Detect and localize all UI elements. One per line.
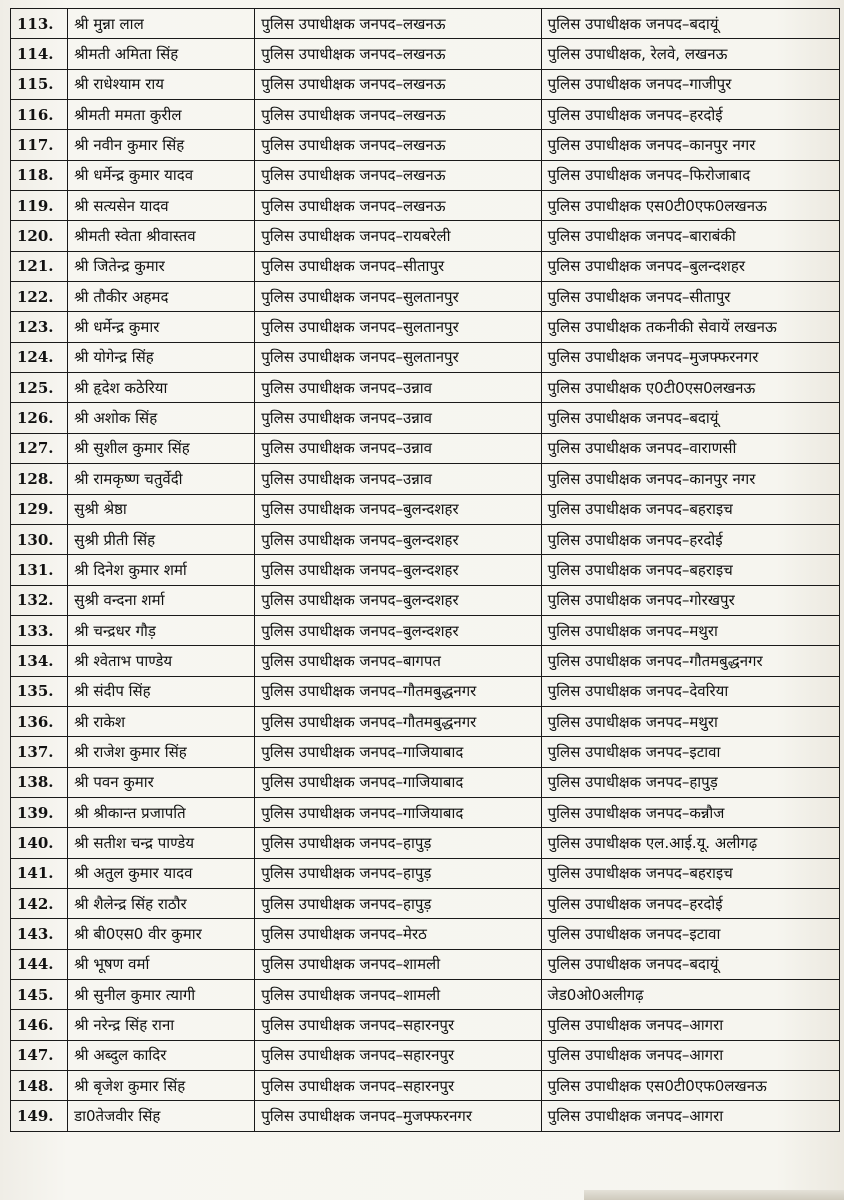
table-row xyxy=(11,160,840,190)
serial-number-cell: 136. xyxy=(11,706,68,736)
new-posting-cell: पुलिस उपाधीक्षक जनपद–मथुरा xyxy=(541,706,839,736)
table-row xyxy=(11,555,840,585)
current-posting-cell: पुलिस उपाधीक्षक जनपद–सीतापुर xyxy=(255,251,541,281)
new-posting-cell: पुलिस उपाधीक्षक जनपद–बदायूं xyxy=(541,403,839,433)
new-posting-cell: पुलिस उपाधीक्षक जनपद–कानपुर नगर xyxy=(541,464,839,494)
officer-name-cell: सुश्री श्रेष्ठा xyxy=(68,494,255,524)
serial-number-cell: 148. xyxy=(11,1071,68,1101)
current-posting-cell: पुलिस उपाधीक्षक जनपद–शामली xyxy=(255,980,541,1010)
officer-name-cell: श्री धर्मेन्द्र कुमार यादव xyxy=(68,160,255,190)
serial-number-cell: 120. xyxy=(11,221,68,251)
new-posting-cell: पुलिस उपाधीक्षक जनपद–फिरोजाबाद xyxy=(541,160,839,190)
current-posting-cell: पुलिस उपाधीक्षक जनपद–सहारनपुर xyxy=(255,1040,541,1070)
table-row xyxy=(11,676,840,706)
table-row xyxy=(11,312,840,342)
serial-number-cell: 137. xyxy=(11,737,68,767)
current-posting-cell: पुलिस उपाधीक्षक जनपद–लखनऊ xyxy=(255,191,541,221)
table-row xyxy=(11,69,840,99)
serial-number-cell: 119. xyxy=(11,191,68,221)
table-row xyxy=(11,919,840,949)
new-posting-cell: पुलिस उपाधीक्षक जनपद–आगरा xyxy=(541,1040,839,1070)
officer-name-cell: श्री योगेन्द्र सिंह xyxy=(68,342,255,372)
serial-number-cell: 140. xyxy=(11,828,68,858)
serial-number-cell: 130. xyxy=(11,524,68,554)
current-posting-cell: पुलिस उपाधीक्षक जनपद–बुलन्दशहर xyxy=(255,524,541,554)
table-row xyxy=(11,130,840,160)
new-posting-cell: पुलिस उपाधीक्षक ए0टी0एस0लखनऊ xyxy=(541,373,839,403)
table-row xyxy=(11,39,840,69)
new-posting-cell: पुलिस उपाधीक्षक जनपद–कन्नौज xyxy=(541,797,839,827)
new-posting-cell: पुलिस उपाधीक्षक जनपद–बहराइच xyxy=(541,494,839,524)
officer-name-cell: श्री श्वेताभ पाण्डेय xyxy=(68,646,255,676)
table-row xyxy=(11,1071,840,1101)
officer-name-cell: श्री सुनील कुमार त्यागी xyxy=(68,980,255,1010)
current-posting-cell: पुलिस उपाधीक्षक जनपद–गाजियाबाद xyxy=(255,797,541,827)
officer-name-cell: डा0तेजवीर सिंह xyxy=(68,1101,255,1131)
officer-name-cell: श्री बृजेश कुमार सिंह xyxy=(68,1071,255,1101)
new-posting-cell: पुलिस उपाधीक्षक जनपद–बहराइच xyxy=(541,555,839,585)
current-posting-cell: पुलिस उपाधीक्षक जनपद–मुजफ्फरनगर xyxy=(255,1101,541,1131)
new-posting-cell: पुलिस उपाधीक्षक जनपद–आगरा xyxy=(541,1010,839,1040)
serial-number-cell: 138. xyxy=(11,767,68,797)
new-posting-cell: पुलिस उपाधीक्षक एस0टी0एफ0लखनऊ xyxy=(541,191,839,221)
officer-name-cell: श्रीमती स्वेता श्रीवास्तव xyxy=(68,221,255,251)
current-posting-cell: पुलिस उपाधीक्षक जनपद–लखनऊ xyxy=(255,69,541,99)
officer-name-cell: श्री सत्यसेन यादव xyxy=(68,191,255,221)
serial-number-cell: 141. xyxy=(11,858,68,888)
new-posting-cell: पुलिस उपाधीक्षक जनपद–देवरिया xyxy=(541,676,839,706)
officer-name-cell: श्री सुशील कुमार सिंह xyxy=(68,433,255,463)
officer-name-cell: श्री सतीश चन्द्र पाण्डेय xyxy=(68,828,255,858)
current-posting-cell: पुलिस उपाधीक्षक जनपद–बुलन्दशहर xyxy=(255,494,541,524)
table-row xyxy=(11,737,840,767)
new-posting-cell: पुलिस उपाधीक्षक जनपद–मुजफ्फरनगर xyxy=(541,342,839,372)
table-row xyxy=(11,1040,840,1070)
officer-name-cell: सुश्री प्रीती सिंह xyxy=(68,524,255,554)
serial-number-cell: 128. xyxy=(11,464,68,494)
officer-name-cell: श्री शैलेन्द्र सिंह राठौर xyxy=(68,888,255,918)
table-row xyxy=(11,282,840,312)
new-posting-cell: पुलिस उपाधीक्षक जनपद–इटावा xyxy=(541,919,839,949)
serial-number-cell: 145. xyxy=(11,980,68,1010)
serial-number-cell: 126. xyxy=(11,403,68,433)
officer-name-cell: श्री अशोक सिंह xyxy=(68,403,255,433)
new-posting-cell: पुलिस उपाधीक्षक जनपद–इटावा xyxy=(541,737,839,767)
officer-name-cell: श्री राधेश्याम राय xyxy=(68,69,255,99)
new-posting-cell: पुलिस उपाधीक्षक जनपद–बाराबंकी xyxy=(541,221,839,251)
current-posting-cell: पुलिस उपाधीक्षक जनपद–उन्नाव xyxy=(255,403,541,433)
table-row xyxy=(11,373,840,403)
officer-name-cell: श्रीमती ममता कुरील xyxy=(68,100,255,130)
table-row xyxy=(11,494,840,524)
officer-name-cell: श्री धर्मेन्द्र कुमार xyxy=(68,312,255,342)
table-row xyxy=(11,980,840,1010)
current-posting-cell: पुलिस उपाधीक्षक जनपद–सुलतानपुर xyxy=(255,342,541,372)
new-posting-cell: जेड0ओ0अलीगढ़ xyxy=(541,980,839,1010)
officer-name-cell: श्री दिनेश कुमार शर्मा xyxy=(68,555,255,585)
table-row xyxy=(11,949,840,979)
serial-number-cell: 115. xyxy=(11,69,68,99)
officer-name-cell: श्री जितेन्द्र कुमार xyxy=(68,251,255,281)
table-row xyxy=(11,888,840,918)
table-row xyxy=(11,828,840,858)
current-posting-cell: पुलिस उपाधीक्षक जनपद–गाजियाबाद xyxy=(255,737,541,767)
current-posting-cell: पुलिस उपाधीक्षक जनपद–लखनऊ xyxy=(255,130,541,160)
officer-name-cell: श्री राकेश xyxy=(68,706,255,736)
new-posting-cell: पुलिस उपाधीक्षक जनपद–कानपुर नगर xyxy=(541,130,839,160)
new-posting-cell: पुलिस उपाधीक्षक जनपद–हरदोई xyxy=(541,100,839,130)
current-posting-cell: पुलिस उपाधीक्षक जनपद–मेरठ xyxy=(255,919,541,949)
current-posting-cell: पुलिस उपाधीक्षक जनपद–गाजियाबाद xyxy=(255,767,541,797)
table-row xyxy=(11,100,840,130)
new-posting-cell: पुलिस उपाधीक्षक जनपद–बहराइच xyxy=(541,858,839,888)
new-posting-cell: पुलिस उपाधीक्षक जनपद–आगरा xyxy=(541,1101,839,1131)
officer-name-cell: श्री राजेश कुमार सिंह xyxy=(68,737,255,767)
serial-number-cell: 131. xyxy=(11,555,68,585)
new-posting-cell: पुलिस उपाधीक्षक एस0टी0एफ0लखनऊ xyxy=(541,1071,839,1101)
officer-name-cell: श्री श्रीकान्त प्रजापति xyxy=(68,797,255,827)
table-row xyxy=(11,342,840,372)
serial-number-cell: 116. xyxy=(11,100,68,130)
new-posting-cell: पुलिस उपाधीक्षक जनपद–मथुरा xyxy=(541,615,839,645)
serial-number-cell: 127. xyxy=(11,433,68,463)
new-posting-cell: पुलिस उपाधीक्षक जनपद–वाराणसी xyxy=(541,433,839,463)
serial-number-cell: 146. xyxy=(11,1010,68,1040)
current-posting-cell: पुलिस उपाधीक्षक जनपद–उन्नाव xyxy=(255,373,541,403)
table-row xyxy=(11,797,840,827)
officer-name-cell: श्री अतुल कुमार यादव xyxy=(68,858,255,888)
serial-number-cell: 133. xyxy=(11,615,68,645)
current-posting-cell: पुलिस उपाधीक्षक जनपद–रायबरेली xyxy=(255,221,541,251)
officer-name-cell: श्री पवन कुमार xyxy=(68,767,255,797)
transfer-table xyxy=(10,8,840,1132)
serial-number-cell: 143. xyxy=(11,919,68,949)
current-posting-cell: पुलिस उपाधीक्षक जनपद–गौतमबुद्धनगर xyxy=(255,706,541,736)
serial-number-cell: 123. xyxy=(11,312,68,342)
table-row xyxy=(11,706,840,736)
serial-number-cell: 129. xyxy=(11,494,68,524)
current-posting-cell: पुलिस उपाधीक्षक जनपद–लखनऊ xyxy=(255,160,541,190)
officer-name-cell: श्री रामकृष्ण चतुर्वेदी xyxy=(68,464,255,494)
current-posting-cell: पुलिस उपाधीक्षक जनपद–लखनऊ xyxy=(255,39,541,69)
officer-name-cell: श्री हृदेश कठेरिया xyxy=(68,373,255,403)
current-posting-cell: पुलिस उपाधीक्षक जनपद–लखनऊ xyxy=(255,9,541,39)
table-row xyxy=(11,403,840,433)
current-posting-cell: पुलिस उपाधीक्षक जनपद–बागपत xyxy=(255,646,541,676)
officer-name-cell: श्री मुन्ना लाल xyxy=(68,9,255,39)
current-posting-cell: पुलिस उपाधीक्षक जनपद–सहारनपुर xyxy=(255,1071,541,1101)
current-posting-cell: पुलिस उपाधीक्षक जनपद–बुलन्दशहर xyxy=(255,555,541,585)
current-posting-cell: पुलिस उपाधीक्षक जनपद–उन्नाव xyxy=(255,464,541,494)
new-posting-cell: पुलिस उपाधीक्षक जनपद–हरदोई xyxy=(541,888,839,918)
table-row xyxy=(11,585,840,615)
table-row xyxy=(11,524,840,554)
current-posting-cell: पुलिस उपाधीक्षक जनपद–लखनऊ xyxy=(255,100,541,130)
serial-number-cell: 118. xyxy=(11,160,68,190)
new-posting-cell: पुलिस उपाधीक्षक जनपद–बदायूं xyxy=(541,949,839,979)
serial-number-cell: 121. xyxy=(11,251,68,281)
table-row xyxy=(11,646,840,676)
officer-name-cell: श्री तौकीर अहमद xyxy=(68,282,255,312)
current-posting-cell: पुलिस उपाधीक्षक जनपद–हापुड़ xyxy=(255,858,541,888)
table-row xyxy=(11,1010,840,1040)
new-posting-cell: पुलिस उपाधीक्षक, रेलवे, लखनऊ xyxy=(541,39,839,69)
table-row xyxy=(11,767,840,797)
serial-number-cell: 132. xyxy=(11,585,68,615)
current-posting-cell: पुलिस उपाधीक्षक जनपद–गौतमबुद्धनगर xyxy=(255,676,541,706)
current-posting-cell: पुलिस उपाधीक्षक जनपद–बुलन्दशहर xyxy=(255,615,541,645)
new-posting-cell: पुलिस उपाधीक्षक जनपद–गौतमबुद्धनगर xyxy=(541,646,839,676)
new-posting-cell: पुलिस उपाधीक्षक जनपद–हापुड़ xyxy=(541,767,839,797)
officer-name-cell: सुश्री वन्दना शर्मा xyxy=(68,585,255,615)
serial-number-cell: 139. xyxy=(11,797,68,827)
serial-number-cell: 134. xyxy=(11,646,68,676)
serial-number-cell: 117. xyxy=(11,130,68,160)
serial-number-cell: 149. xyxy=(11,1101,68,1131)
page-edge-shadow xyxy=(584,1190,844,1200)
officer-name-cell: श्रीमती अमिता सिंह xyxy=(68,39,255,69)
officer-name-cell: श्री नरेन्द्र सिंह राना xyxy=(68,1010,255,1040)
current-posting-cell: पुलिस उपाधीक्षक जनपद–शामली xyxy=(255,949,541,979)
table-row xyxy=(11,1101,840,1131)
serial-number-cell: 144. xyxy=(11,949,68,979)
serial-number-cell: 147. xyxy=(11,1040,68,1070)
officer-name-cell: श्री संदीप सिंह xyxy=(68,676,255,706)
table-row xyxy=(11,191,840,221)
officer-name-cell: श्री बी0एस0 वीर कुमार xyxy=(68,919,255,949)
new-posting-cell: पुलिस उपाधीक्षक जनपद–गोरखपुर xyxy=(541,585,839,615)
new-posting-cell: पुलिस उपाधीक्षक जनपद–गाजीपुर xyxy=(541,69,839,99)
current-posting-cell: पुलिस उपाधीक्षक जनपद–हापुड़ xyxy=(255,888,541,918)
table-row xyxy=(11,221,840,251)
table-row xyxy=(11,464,840,494)
new-posting-cell: पुलिस उपाधीक्षक जनपद–हरदोई xyxy=(541,524,839,554)
serial-number-cell: 124. xyxy=(11,342,68,372)
officer-name-cell: श्री भूषण वर्मा xyxy=(68,949,255,979)
current-posting-cell: पुलिस उपाधीक्षक जनपद–सहारनपुर xyxy=(255,1010,541,1040)
serial-number-cell: 122. xyxy=(11,282,68,312)
serial-number-cell: 135. xyxy=(11,676,68,706)
table-row xyxy=(11,858,840,888)
new-posting-cell: पुलिस उपाधीक्षक जनपद–बुलन्दशहर xyxy=(541,251,839,281)
current-posting-cell: पुलिस उपाधीक्षक जनपद–बुलन्दशहर xyxy=(255,585,541,615)
table-row xyxy=(11,433,840,463)
new-posting-cell: पुलिस उपाधीक्षक तकनीकी सेवायें लखनऊ xyxy=(541,312,839,342)
officer-name-cell: श्री चन्द्रधर गौड़ xyxy=(68,615,255,645)
table-row xyxy=(11,9,840,39)
serial-number-cell: 114. xyxy=(11,39,68,69)
table-row xyxy=(11,251,840,281)
new-posting-cell: पुलिस उपाधीक्षक एल.आई.यू. अलीगढ़ xyxy=(541,828,839,858)
serial-number-cell: 113. xyxy=(11,9,68,39)
officer-name-cell: श्री नवीन कुमार सिंह xyxy=(68,130,255,160)
new-posting-cell: पुलिस उपाधीक्षक जनपद–सीतापुर xyxy=(541,282,839,312)
officer-name-cell: श्री अब्दुल कादिर xyxy=(68,1040,255,1070)
current-posting-cell: पुलिस उपाधीक्षक जनपद–उन्नाव xyxy=(255,433,541,463)
current-posting-cell: पुलिस उपाधीक्षक जनपद–सुलतानपुर xyxy=(255,312,541,342)
new-posting-cell: पुलिस उपाधीक्षक जनपद–बदायूं xyxy=(541,9,839,39)
table-row xyxy=(11,615,840,645)
serial-number-cell: 142. xyxy=(11,888,68,918)
transfer-table-body xyxy=(11,9,840,1132)
current-posting-cell: पुलिस उपाधीक्षक जनपद–सुलतानपुर xyxy=(255,282,541,312)
current-posting-cell: पुलिस उपाधीक्षक जनपद–हापुड़ xyxy=(255,828,541,858)
serial-number-cell: 125. xyxy=(11,373,68,403)
